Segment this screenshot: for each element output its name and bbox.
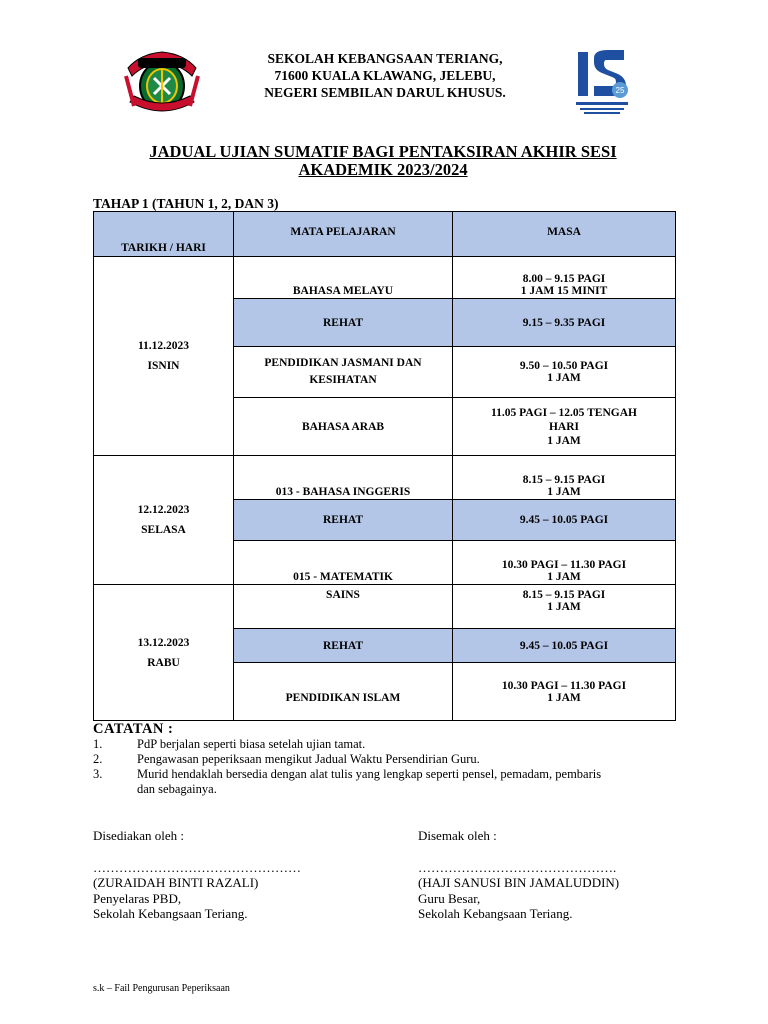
rehat-time-cell: 9.15 – 9.35 PAGI bbox=[453, 299, 676, 347]
time-cell bbox=[453, 585, 676, 629]
day-value: SELASA bbox=[141, 524, 186, 536]
time-cell bbox=[453, 541, 676, 585]
checked-role: Guru Besar, bbox=[418, 890, 481, 906]
time-value: 9.50 – 10.50 PAGI 1 JAM bbox=[519, 360, 609, 384]
rehat-subject-cell: REHAT bbox=[234, 500, 453, 541]
rehat-time-cell: 9.45 – 10.05 PAGI bbox=[453, 500, 676, 541]
table-header-row bbox=[94, 212, 676, 257]
checked-org: Sekolah Kebangsaan Teriang. bbox=[418, 906, 573, 921]
time-value: 11.05 PAGI – 12.05 TENGAH HARI 1 JAM bbox=[491, 406, 637, 447]
rehat-subject-cell: REHAT bbox=[234, 299, 453, 347]
subject-cell bbox=[234, 347, 453, 398]
prepared-role: Penyelaras PBD, bbox=[93, 890, 182, 906]
tahap-heading: TAHAP 1 (TAHUN 1, 2, DAN 3) bbox=[93, 196, 279, 211]
prepared-dots: ………………………………………… bbox=[93, 859, 301, 875]
prepared-name: (ZURAIDAH BINTI RAZALI) bbox=[93, 875, 259, 890]
note-number: 2. bbox=[93, 752, 103, 766]
checked-by-block bbox=[418, 828, 619, 922]
subject-cell: PENDIDIKAN ISLAM bbox=[234, 663, 453, 721]
time-cell bbox=[453, 347, 676, 398]
time-cell bbox=[453, 456, 676, 500]
time-cell bbox=[453, 663, 676, 721]
note-text: Pengawasan peperiksaan mengikut Jadual Waktu Persendirian Guru. bbox=[137, 752, 480, 766]
note-text: Murid hendaklah bersedia dengan alat tulis yang lengkap seperti pensel, pemadam, pembaris dan sebagainya. bbox=[137, 767, 602, 796]
time-value: 10.30 PAGI – 11.30 PAGI 1 JAM bbox=[501, 559, 627, 583]
date-cell bbox=[94, 585, 234, 721]
time-value: 8.15 – 9.15 PAGI 1 JAM bbox=[522, 589, 606, 613]
prepared-by-block bbox=[93, 828, 301, 922]
footer-note: s.k – Fail Pengurusan Peperiksaan bbox=[93, 983, 230, 994]
header-masa: MASA bbox=[453, 212, 676, 257]
prepared-label: Disediakan oleh : bbox=[93, 828, 184, 843]
table-row bbox=[94, 257, 676, 299]
subject-cell: BAHASA MELAYU bbox=[234, 257, 453, 299]
rehat-time-cell: 9.45 – 10.05 PAGI bbox=[453, 629, 676, 663]
state-crest-icon bbox=[120, 46, 204, 118]
time-cell bbox=[453, 257, 676, 299]
title-line-2: AKADEMIK 2023/2024 bbox=[298, 160, 468, 179]
table-row bbox=[94, 456, 676, 500]
checked-label: Disemak oleh : bbox=[418, 828, 497, 843]
list-item bbox=[93, 737, 673, 752]
list-item bbox=[93, 767, 673, 797]
note-number: 3. bbox=[93, 767, 103, 781]
day-value: RABU bbox=[147, 656, 180, 669]
table-row bbox=[94, 585, 676, 629]
rehat-subject-cell: REHAT bbox=[234, 629, 453, 663]
date-cell bbox=[94, 257, 234, 456]
subject-cell: SAINS bbox=[234, 585, 453, 629]
header-mata-pelajaran: MATA PELAJARAN bbox=[234, 212, 453, 257]
note-number: 1. bbox=[93, 737, 103, 751]
date-value: 12.12.2023 bbox=[137, 504, 190, 516]
title-line-1: JADUAL UJIAN SUMATIF BAGI PENTAKSIRAN AKHIR SESI bbox=[149, 142, 617, 161]
catatan-heading: CATATAN : bbox=[93, 721, 174, 737]
date-value: 11.12.2023 bbox=[137, 340, 190, 352]
date-value: 13.12.2023 bbox=[137, 636, 190, 649]
subject-cell: 013 - BAHASA INGGERIS bbox=[234, 456, 453, 500]
time-value: 8.00 – 9.15 PAGI 1 JAM 15 MINIT bbox=[520, 273, 608, 297]
schedule-table bbox=[93, 211, 676, 721]
catatan-list bbox=[93, 737, 673, 797]
checked-name: (HAJI SANUSI BIN JAMALUDDIN) bbox=[418, 875, 620, 890]
prepared-org: Sekolah Kebangsaan Teriang. bbox=[93, 906, 248, 921]
time-value: 10.30 PAGI – 11.30 PAGI 1 JAM bbox=[501, 679, 627, 704]
day-value: ISNIN bbox=[147, 360, 180, 372]
note-text: PdP berjalan seperti biasa setelah ujian tamat. bbox=[137, 737, 366, 751]
time-value: 8.15 – 9.15 PAGI 1 JAM bbox=[522, 474, 606, 498]
header-tarikh: TARIKH / HARI bbox=[94, 212, 234, 257]
school-name-line: SEKOLAH KEBANGSAAN TERIANG, bbox=[267, 51, 503, 66]
time-cell bbox=[453, 398, 676, 456]
school-address bbox=[200, 50, 570, 101]
subject-cell: 015 - MATEMATIK bbox=[234, 541, 453, 585]
document-title bbox=[100, 143, 666, 179]
checked-dots: ………………………………………. bbox=[418, 859, 617, 875]
logo-number: 25 bbox=[615, 86, 625, 95]
date-cell bbox=[94, 456, 234, 585]
school-state-line: NEGERI SEMBILAN DARUL KHUSUS. bbox=[264, 85, 506, 100]
list-item bbox=[93, 752, 673, 767]
school-address-line: 71600 KUALA KLAWANG, JELEBU, bbox=[274, 68, 496, 83]
subject-cell: BAHASA ARAB bbox=[234, 398, 453, 456]
subject-value: PENDIDIKAN JASMANI DAN KESIHATAN bbox=[264, 357, 422, 386]
school-logo-icon bbox=[572, 46, 632, 118]
